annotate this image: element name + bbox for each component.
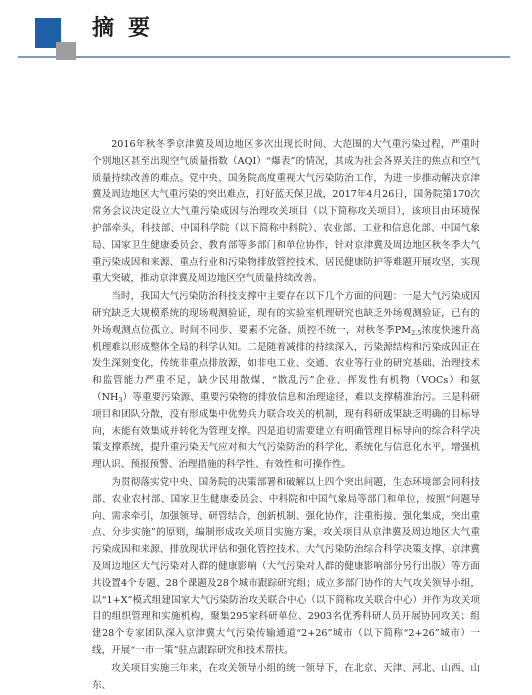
header-rule bbox=[18, 56, 510, 58]
paragraph-3: 为贯彻落实党中央、国务院的决策部署和破解以上四个突出问题，生态环境部会同科技部、农业农村部、国家卫生健康委员会、中科院和中国气象局等部门和单位，按照“问题导向、需求牵引，加强领导、研管结合，创新机制、强化协作，注重衔接、强化集成，突出重点、分步实施”的原则，编制形成攻关项目实施方案，攻关项目从京津冀及周边地区大气重污染成因和来源、排放现状评估和强化管控技术、大气污染防治综合科学决策支撑、京津冀及周边地区大气污染对人群的健康影响（大气污染对人群的健康影响部分另行出版）等方面共设置4个专题、28个课题及28个城市跟踪研究组；成立多部门协作的大气攻关领导小组，以“1+X”模式组建国家大气污染防治攻关联合中心（以下简称攻关联合中心）并作为攻关项目的组织管理和实施机构，聚集295家科研单位、2903名优秀科研人员开展协同攻关；组建28个专家团队深入京津冀大气污染传输通道“2+26”城市（以下简称“2+26”城市）一线，开展“一市一策”驻点跟踪研究和技术帮扶。 bbox=[92, 476, 480, 656]
paragraph-4: 攻关项目实施三年来，在攻关领导小组的统一领导下，在北京、天津、河北、山西、山东、 bbox=[92, 662, 480, 691]
page-title: 摘要 bbox=[92, 16, 165, 41]
header-gray-block bbox=[56, 42, 76, 60]
abstract-body bbox=[92, 137, 480, 695]
paragraph-2: 当时，我国大气污染防治科技支撑中主要存在以下几个方面的问题：一是大气污染成因研究缺乏大规模系统的现场观测验证，现有的实验室机理研究也缺乏外场观测验证，已有的外场观测点位孤立、时间不同步、要素不完备、质控不统一，对秋冬季$PM_{2.5}$浓度快速升高机理难以形成整体全局的科学认知。二是随着减排的持续深入，污染源结构和污染成因正在发生深刻变化，传统非重点排放源，如非电工业、交通、农业等行业的研究基础、治理技术和监管能力严重不足，缺少民用散煤、“散乱污”企业、挥发性有机物（VOCs）和氨$(NH_3)$等重要污染源、重要污染物的排放信息和治理途径，难以支撑精准治污。三是科研项目和团队分散，没有形成集中优势兵力联合攻关的机制，现有科研成果缺乏明确的目标导向，未能有效集成并转化为管理支撑。四是追切需要建立有明确管理目标导向的综合科学决策支撑系统，提升重污染天气应对和大气污染防治的科学化、系统化与信息化水平，增强机理认识、预报预警、治理措施的科学性、有效性和可操作性。 bbox=[92, 291, 481, 471]
chapter-header bbox=[0, 0, 532, 70]
paragraph-1: 2016年秋冬季京津冀及周边地区多次出现长时间、大范围的大气重污染过程，严重时个别地区甚至出现空气质量指数（AQI）“爆表”的情况，其成为社会各界关注的焦点和空气质量持续改善的难点。党中央、国务院高度重视大气污染防治工作，为进一步推动解决京津冀及周边地区大气重污染的突出难点，打好蓝天保卫战，2017年4月26日，国务院第170次常务会议决定设立大气重污染成因与治理攻关项目（以下简称攻关项目），该项目由环境保护部牵头，科技部、中国科学院（以下简称中科院）、农业部、工业和信息化部、中国气象局、国家卫生健康委员会、教育部等多部门和单位协作，针对京津冀及周边地区秋冬季大气重污染成因和来源、重点行业和污染物排放管控技术、居民健康防护等难题开展攻坚，实现重大突破，推动京津冀及周边地区空气质量持续改善。 bbox=[92, 139, 480, 285]
